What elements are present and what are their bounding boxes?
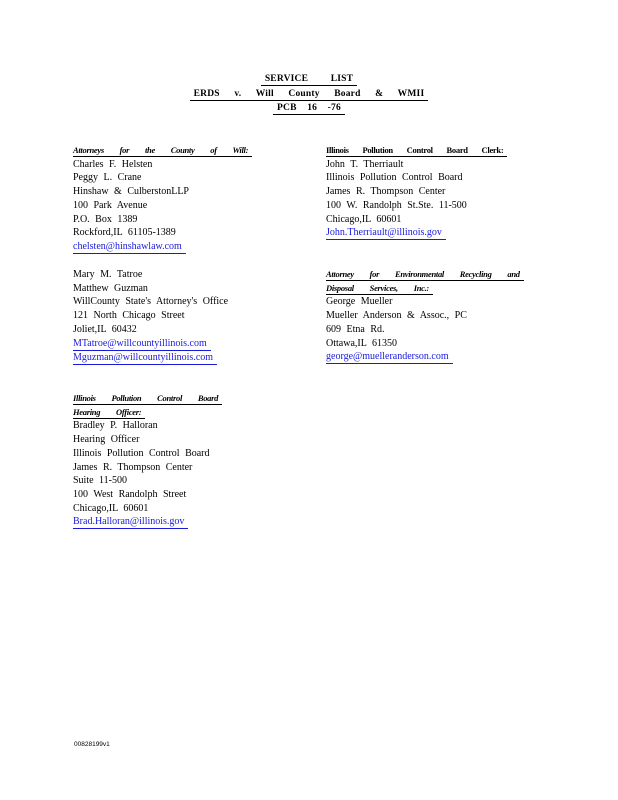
contact-line: George Mueller [326,296,393,308]
block-heading: Attorneys for the County of Will: [73,144,252,157]
contact-line: Suite 11-500 [73,475,128,487]
contact-line: Mueller Anderson & Assoc., PC [326,310,467,322]
block-heading-continued: Disposal Services, Inc.: [326,282,433,295]
contact-line: Hearing Officer [73,434,140,446]
contact-line: Illinois Pollution Control Board [73,447,210,459]
contact-line: Mary M. Tatroe [73,269,143,280]
title-service-list: SERVICE LIST [0,74,618,86]
contact-line: Hinshaw & CulberstonLLP [73,186,189,198]
contact-line: P.O. Box 1389 [73,213,138,225]
service-block-hearing-officer [73,392,222,529]
contact-line: Charles F. Helsten [73,158,153,170]
email-link[interactable]: Brad.Halloran@illinois.gov [73,516,188,529]
contact-line: James R. Thompson Center [326,186,446,198]
email-link[interactable]: george@muelleranderson.com [326,351,453,364]
contact-line: Ottawa,IL 61350 [326,337,397,349]
service-block-county-attorneys [73,144,252,254]
contact-line: 100 Park Avenue [73,199,148,211]
block-heading-continued: Hearing Officer: [73,406,145,419]
contact-line: 609 Etna Rd. [326,323,385,335]
email-link[interactable]: John.Therriault@illinois.gov [326,227,446,240]
contact-line: WillCounty State's Attorney's Office [73,296,229,308]
contact-line: Matthew Guzman [73,282,148,294]
case-caption: ERDS v. Will County Board & WMII [0,89,618,101]
contact-line: James R. Thompson Center [73,461,193,473]
contact-line: Illinois Pollution Control Board [326,172,463,184]
service-block-erds-attorney [326,268,524,364]
contact-line: Joliet,IL 60432 [73,323,137,335]
block-heading: Illinois Pollution Control Board [73,392,222,405]
block-heading: Attorney for Environmental Recycling and [326,268,524,281]
email-link[interactable]: Mguzman@willcountyillinois.com [73,352,217,365]
contact-line: Bradley P. Halloran [73,420,158,432]
contact-line: John T. Therriault [326,158,404,170]
case-number: PCB 16 -76 [0,103,618,115]
block-heading: Illinois Pollution Control Board Clerk: [326,144,507,157]
contact-line: Chicago,IL 60601 [326,213,402,225]
contact-line: Chicago,IL 60601 [73,502,149,514]
email-link[interactable]: chelsten@hinshawlaw.com [73,241,186,254]
email-link[interactable]: MTatroe@willcountyillinois.com [73,338,211,351]
service-block-states-attorney [73,268,228,365]
contact-line: Peggy L. Crane [73,172,142,184]
contact-line: 100 West Randolph Street [73,488,187,500]
service-block-board-clerk [326,144,507,240]
contact-line: 100 W. Randolph St.Ste. 11-500 [326,199,467,211]
contact-line: 121 North Chicago Street [73,310,185,322]
document-id: 00828199v1 [74,741,110,748]
contact-line: Rockford,IL 61105-1389 [73,227,176,239]
